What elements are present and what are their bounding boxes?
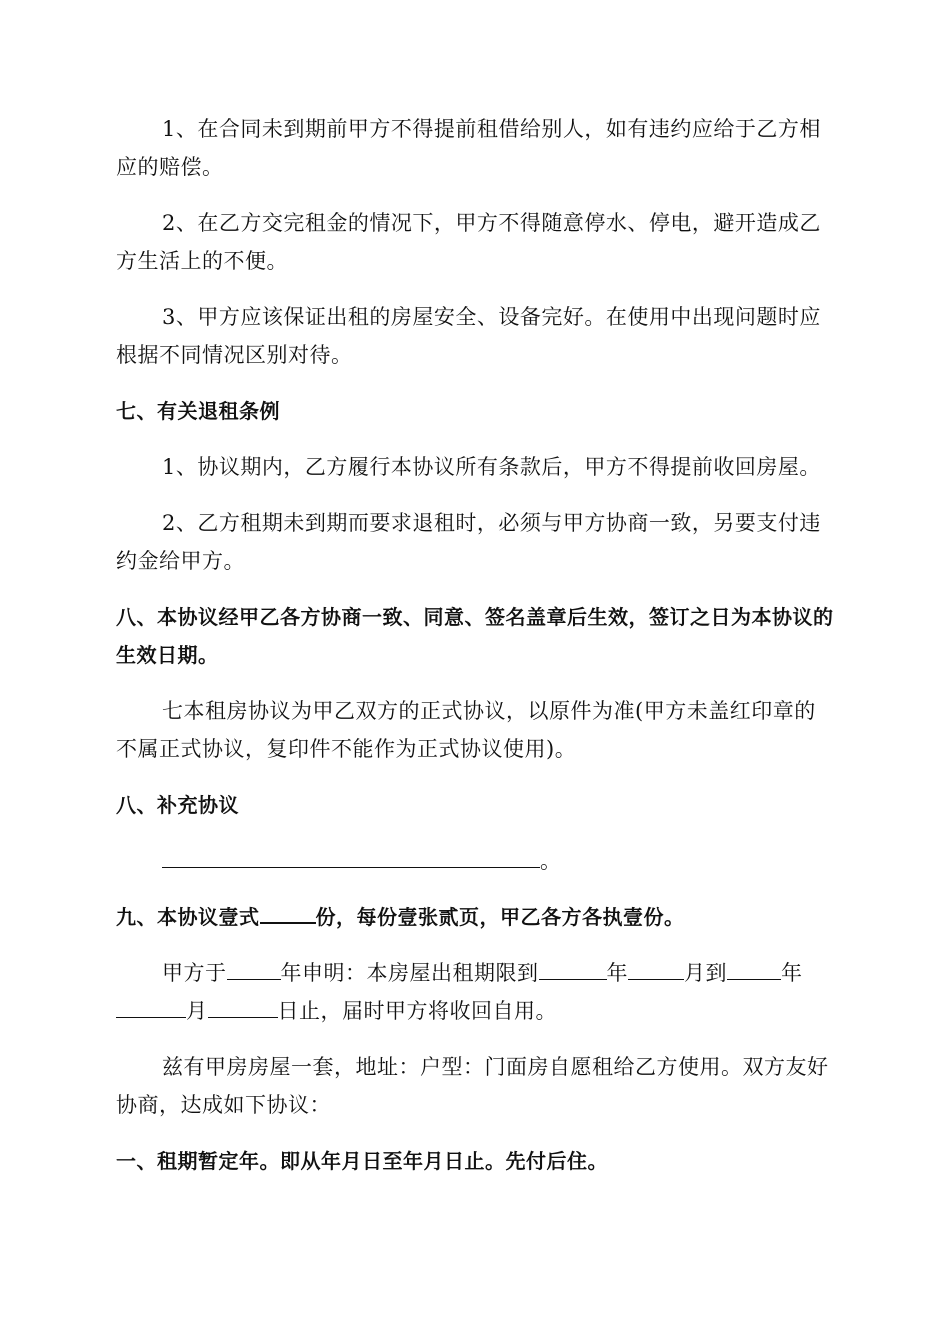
statement-part-b: 年申明：本房屋出租期限到 [280,961,539,985]
section-9-suffix: 份，每份壹张贰页，甲乙各方各执壹份。 [315,905,685,929]
year-blank-3 [727,959,781,980]
section-8-heading: 八、本协议经甲乙各方协商一致、同意、签名盖章后生效，签订之日为本协议的生效日期。 [116,605,834,667]
clause-6-item-3: 3、甲方应该保证出租的房屋安全、设备完好。在使用中出现问题时应根据不同情况区别对待。 [116,305,821,367]
clause-7-item-1: 1、协议期内，乙方履行本协议所有条款后，甲方不得提前收回房屋。 [162,455,821,479]
house-lease-intro: 兹有甲房房屋一套，地址：户型：门面房自愿租给乙方使用。双方友好协商，达成如下协议： [116,1055,829,1117]
clause-6-item-2: 2、在乙方交完租金的情况下，甲方不得随意停水、停电，避开造成乙方生活上的不便。 [116,211,821,273]
statement-part-d: 月到 [684,961,727,985]
section-1-heading: 一、租期暂定年。即从年月日至年月日止。先付后住。 [116,1149,608,1173]
blank-period: 。 [540,849,561,873]
month-blank-1 [628,959,684,980]
statement-part-g: 日止，届时甲方将收回自用。 [277,999,557,1023]
formal-agreement-paragraph: 七本租房协议为甲乙双方的正式协议，以原件为准(甲方未盖红印章的不属正式协议，复印件不能作为正式协议使用)。 [116,699,816,761]
clause-6-item-1: 1、在合同未到期前甲方不得提前租借给别人，如有违约应给于乙方相应的赔偿。 [116,117,821,179]
copies-blank [260,902,316,924]
statement-part-a: 甲方于 [162,961,227,985]
clause-7-item-2: 2、乙方租期未到期而要求退租时，必须与甲方协商一致，另要支付违约金给甲方。 [116,511,821,573]
section-9-prefix: 九、本协议壹式 [116,905,260,929]
day-blank [208,997,278,1018]
statement-part-c: 年 [606,961,628,985]
section-9-heading [116,898,834,936]
document-page [116,110,834,1198]
month-blank-2 [116,997,186,1018]
lease-term-statement [116,954,834,1030]
supplementary-agreement-heading: 八、补充协议 [116,793,239,817]
section-7-heading: 七、有关退租条例 [116,399,280,423]
supplementary-blank [162,845,540,868]
year-blank-1 [227,959,281,980]
statement-part-e: 年 [781,961,803,985]
year-blank-2 [539,959,607,980]
statement-part-f: 月 [186,999,208,1023]
supplementary-blank-line [116,842,834,880]
